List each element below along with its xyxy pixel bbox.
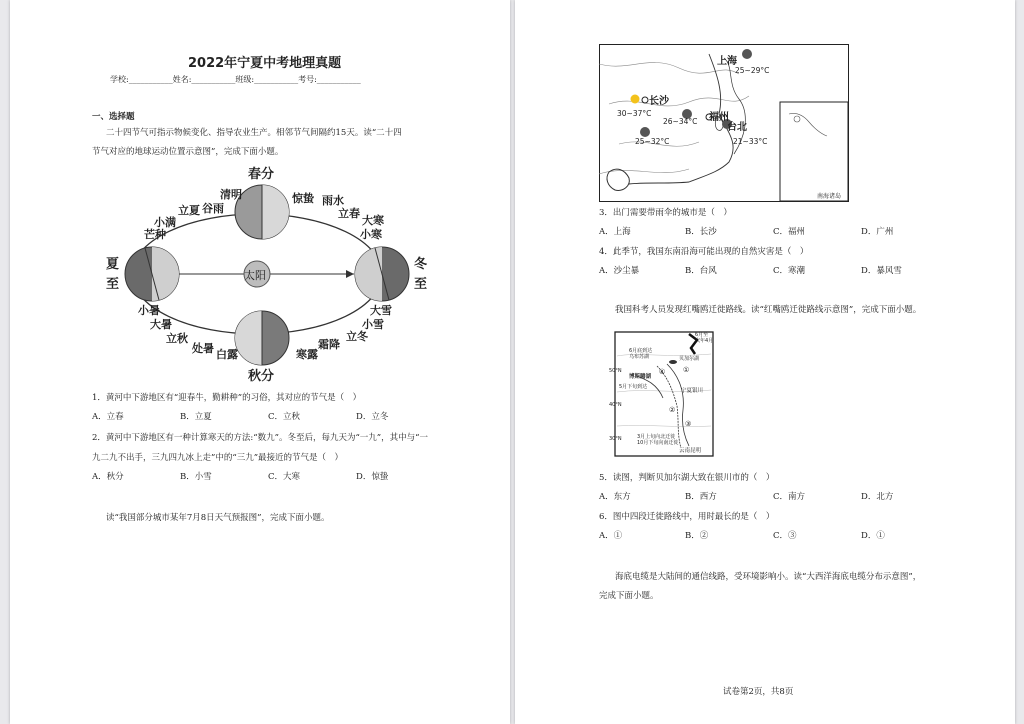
label-xiazhi-1: 夏 — [106, 257, 120, 272]
map-city-shanghai: 上海 — [717, 56, 737, 67]
label-lixia: 立夏 — [178, 204, 200, 217]
label-qiufen: 秋分 — [248, 369, 275, 384]
left-page — [10, 0, 510, 724]
q1-option-a[interactable]: A．立春 — [92, 412, 124, 422]
route-label-9: 3月上旬向北迁徙 — [637, 434, 676, 440]
label-xiaohan: 小寒 — [360, 228, 382, 241]
label-guyu: 谷雨 — [202, 202, 224, 215]
intro-line-1: 二十四节气可指示物候变化、指导农业生产。相邻节气间隔约15天。读“二十四 — [106, 128, 402, 138]
label-qingming: 清明 — [220, 188, 242, 201]
cable-intro-line-1: 海底电缆是大陆间的通信线路，受环境影响小。读“大西洋海底电缆分布示意图”， — [615, 572, 922, 582]
route-label-7: 5月下旬到达 — [619, 384, 648, 390]
route-label-8: 宁夏银川 — [681, 388, 704, 394]
right-page — [515, 0, 1015, 724]
lat-30: 30°N — [609, 436, 622, 442]
cable-intro-line-2: 完成下面小题。 — [599, 591, 659, 601]
route-label-1: 6月底到达 — [629, 348, 653, 354]
q1-option-c[interactable]: C．立秋 — [268, 412, 301, 422]
q4-option-b[interactable]: B．台风 — [685, 266, 717, 276]
label-liqiu: 立秋 — [166, 332, 188, 345]
weather-forecast-map — [599, 44, 849, 202]
label-shuangjiang: 霜降 — [318, 338, 340, 351]
q4-option-a[interactable]: A．沙尘暴 — [599, 266, 640, 276]
q4-option-c[interactable]: C．寒潮 — [773, 266, 806, 276]
route-label-2: 乌布苏湖 — [629, 354, 650, 360]
weather-map-intro: 读“我国部分城市某年7月8日天气预报图”，完成下面小题。 — [106, 513, 330, 523]
question-2-line-2: 九二九不出手，三九四九冰上走”中的“三九”最接近的节气是（ ） — [92, 453, 344, 463]
intro-line-2: 节气对应的地球运动位置示意图”，完成下面小题。 — [92, 147, 284, 157]
label-xiaoman: 小满 — [154, 216, 176, 229]
q5-option-c[interactable]: C．南方 — [773, 492, 806, 502]
bird-migration-map — [607, 326, 721, 462]
route-number-2: ② — [669, 406, 676, 414]
q1-option-d[interactable]: D．立冬 — [356, 412, 389, 422]
route-label-6: 博斯腾湖 — [629, 374, 652, 380]
q6-option-d[interactable]: D．① — [861, 531, 885, 541]
map-city-fuzhou: 福州 — [709, 112, 729, 123]
map-temp-guangzhou: 25~32°C — [635, 137, 670, 146]
label-hanlu: 寒露 — [296, 348, 318, 361]
route-label-11: 云南昆明 — [679, 448, 702, 454]
map-city-changsha: 长沙 — [649, 96, 669, 107]
label-dongzhi-2: 至 — [414, 277, 427, 292]
route-label-4: 次年4月 — [695, 338, 714, 344]
q3-option-a[interactable]: A．上海 — [599, 227, 631, 237]
q3-option-b[interactable]: B．长沙 — [685, 227, 717, 237]
q2-option-b[interactable]: B．小雪 — [180, 472, 212, 482]
label-mangzhong: 芒种 — [144, 228, 166, 241]
solar-terms-diagram — [92, 162, 427, 384]
question-2-line-1: 2．黄河中下游地区有一种计算寒天的方法:“数九”。冬至后，每九天为“一九”，其中与“一 — [92, 433, 429, 443]
section-title: 一、选择题 — [92, 112, 135, 122]
label-lichun: 立春 — [338, 207, 360, 220]
map-temp-changsha: 30~37°C — [617, 109, 652, 118]
label-chushu: 处暑 — [192, 342, 214, 355]
q3-option-d[interactable]: D．广州 — [861, 227, 894, 237]
page-footer: 试卷第2页，共8页 — [723, 687, 794, 697]
q2-option-a[interactable]: A．秋分 — [92, 472, 124, 482]
map-temp-fuzhou: 26~34°C — [663, 117, 698, 126]
q4-option-d[interactable]: D．暴风雪 — [861, 266, 902, 276]
q5-option-b[interactable]: B．西方 — [685, 492, 717, 502]
label-bailu: 白露 — [216, 348, 238, 361]
label-jingzhe: 惊蛰 — [292, 192, 314, 205]
q6-option-a[interactable]: A．① — [599, 531, 623, 541]
student-info-line: 学校:___________姓名:___________班级:___________考号:___________ — [110, 75, 361, 84]
q2-option-d[interactable]: D．惊蛰 — [356, 472, 389, 482]
label-dahan: 大寒 — [362, 214, 384, 227]
question-1: 1．黄河中下游地区有“迎春牛，勤耕种”的习俗，其对应的节气是（ ） — [92, 393, 362, 403]
lat-50: 50°N — [609, 368, 622, 374]
route-number-1: ① — [683, 366, 690, 374]
label-daxue: 大雪 — [370, 304, 392, 317]
question-3: 3．出门需要带雨伞的城市是（ ） — [599, 208, 732, 218]
question-4: 4．此季节，我国东南沿海可能出现的自然灾害是（ ） — [599, 247, 809, 257]
label-yushui: 雨水 — [322, 194, 344, 207]
map-temp-taibei: 21~33°C — [733, 137, 768, 146]
label-chunfen: 春分 — [248, 167, 275, 182]
label-xiaoshu: 小暑 — [138, 304, 160, 317]
q3-option-c[interactable]: C．福州 — [773, 227, 806, 237]
bird-route-intro: 我国科考人员发现红嘴鸥迁徙路线。读“红嘴鸥迁徙路线示意图”，完成下面小题。 — [615, 305, 922, 315]
label-dashu: 大暑 — [150, 318, 172, 331]
route-number-4: ④ — [659, 368, 666, 376]
route-label-5: 贝加尔湖 — [679, 356, 700, 362]
label-dongzhi-1: 冬 — [414, 257, 427, 272]
q6-option-c[interactable]: C．③ — [773, 531, 797, 541]
question-6: 6．图中四段迁徙路线中，用时最长的是（ ） — [599, 512, 775, 522]
label-xiaoxue: 小雪 — [362, 318, 384, 331]
label-lidong: 立冬 — [346, 330, 368, 343]
q5-option-a[interactable]: A．东方 — [599, 492, 631, 502]
map-temp-shanghai: 25~29°C — [735, 66, 770, 75]
question-5: 5．读图，判断贝加尔湖大致在银川市的（ ） — [599, 473, 775, 483]
map-nanhai-label: 南海诸岛 — [817, 193, 842, 200]
route-label-3: 6月至 — [695, 332, 709, 338]
q1-option-b[interactable]: B．立夏 — [180, 412, 212, 422]
lat-40: 40°N — [609, 402, 622, 408]
exam-title: 2022年宁夏中考地理真题 — [188, 56, 342, 71]
label-sun: 太阳 — [244, 269, 266, 282]
q5-option-d[interactable]: D．北方 — [861, 492, 894, 502]
route-number-3: ③ — [685, 420, 692, 428]
q6-option-b[interactable]: B．② — [685, 531, 709, 541]
q2-option-c[interactable]: C．大寒 — [268, 472, 301, 482]
route-label-10: 10月下旬向南迁徙 — [637, 440, 679, 446]
label-xiazhi-2: 至 — [106, 277, 120, 292]
map-city-taibei: 台北 — [727, 122, 747, 133]
